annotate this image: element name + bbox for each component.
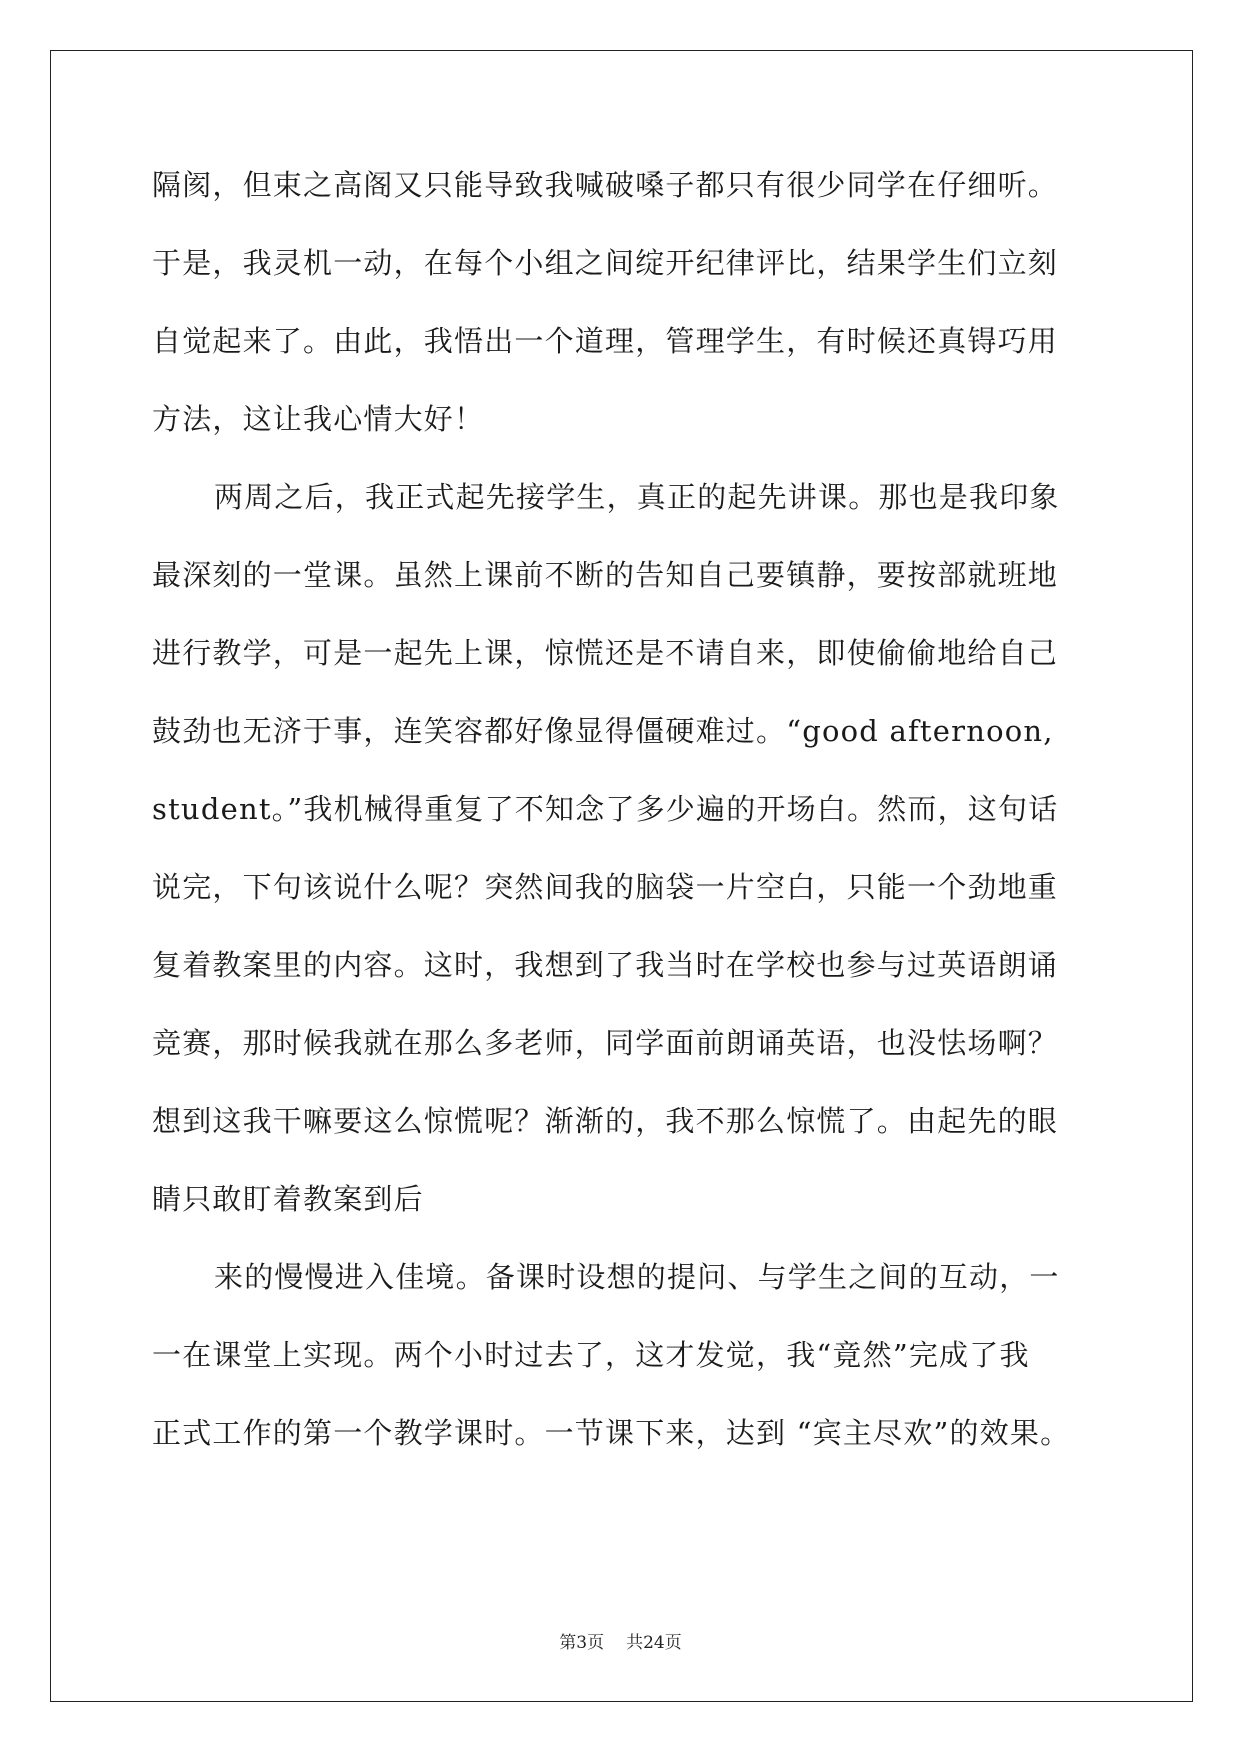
text-line: 隔阂，但束之高阁又只能导致我喊破嗓子都只有很少同学在仔细听。 bbox=[152, 168, 1059, 202]
text-line: 睛只敢盯着教案到后 bbox=[152, 1182, 424, 1216]
text-line: 于是，我灵机一动，在每个小组之间绽开纪律评比，结果学生们立刻 bbox=[152, 246, 1059, 280]
paragraph-start-line: 两周之后，我正式起先接学生，真正的起先讲课。那也是我印象 bbox=[214, 480, 1060, 514]
text-line: 方法，这让我心情大好！ bbox=[152, 402, 485, 436]
text-line: student。”我机械得重复了不知念了多少遍的开场白。然而，这句话 bbox=[152, 792, 1059, 826]
text-line: 鼓劲也无济于事，连笑容都好像显得僵硬难过。“good afternoon, bbox=[152, 714, 1054, 748]
text-line: 一在课堂上实现。两个小时过去了，这才发觉，我“竟然”完成了我 bbox=[152, 1338, 1030, 1372]
page-footer bbox=[0, 1628, 1241, 1653]
paragraph-start-line: 来的慢慢进入佳境。备课时设想的提问、与学生之间的互动，一 bbox=[214, 1260, 1060, 1294]
text-line: 自觉起来了。由此，我悟出一个道理，管理学生，有时候还真锝巧用 bbox=[152, 324, 1059, 358]
text-line: 正式工作的第一个教学课时。一节课下来，达到 “宾主尽欢”的效果。 bbox=[152, 1416, 1071, 1450]
text-line: 复着教案里的内容。这时，我想到了我当时在学校也参与过英语朗诵 bbox=[152, 948, 1059, 982]
text-line: 进行教学，可是一起先上课，惊慌还是不请自来，即使偷偷地给自己 bbox=[152, 636, 1059, 670]
text-line: 说完，下句该说什么呢？突然间我的脑袋一片空白，只能一个劲地重 bbox=[152, 870, 1059, 904]
page-total: 共24页 bbox=[626, 1633, 682, 1653]
text-line: 竞赛，那时候我就在那么多老师，同学面前朗诵英语，也没怯场啊？ bbox=[152, 1026, 1059, 1060]
page-number: 第3页 bbox=[559, 1633, 605, 1653]
document-body bbox=[152, 160, 1092, 1486]
text-line: 想到这我干嘛要这么惊慌呢？渐渐的，我不那么惊慌了。由起先的眼 bbox=[152, 1104, 1059, 1138]
text-line: 最深刻的一堂课。虽然上课前不断的告知自己要镇静，要按部就班地 bbox=[152, 558, 1059, 592]
